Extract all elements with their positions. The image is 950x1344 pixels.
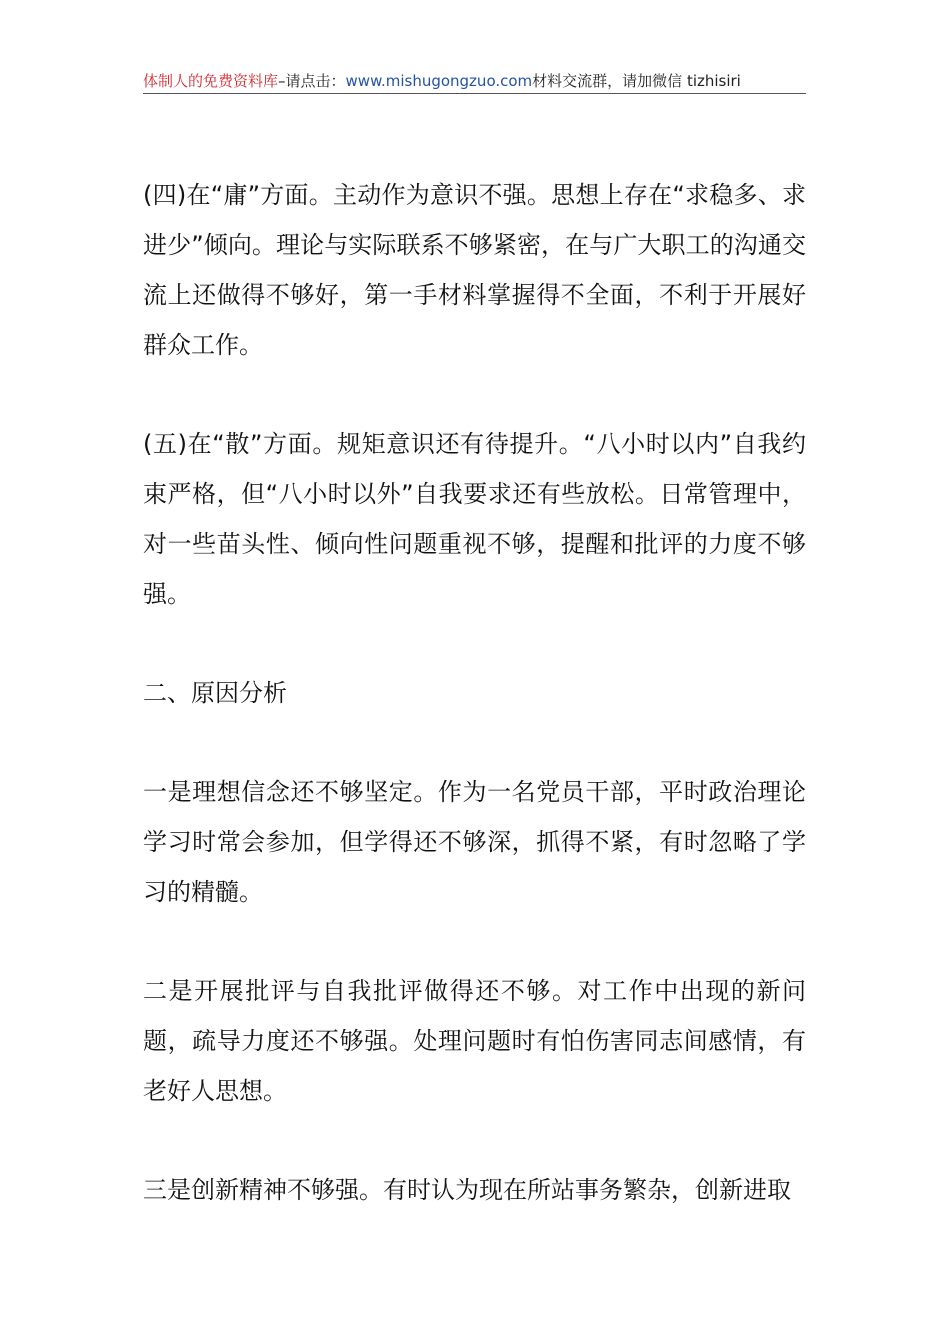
- paragraph-cause-one: 一是理想信念还不够坚定。作为一名党员干部，平时政治理论学习时常会参加，但学得还不够深，抓得不紧，有时忽略了学习的精髓。: [143, 778, 806, 906]
- header-prompt: –请点击：: [278, 72, 346, 90]
- paragraph-cause-three: 三是创新精神不够强。有时认为现在所站事务繁杂，创新进取: [143, 1176, 791, 1204]
- header-link[interactable]: www.mishugongzuo.com: [345, 72, 533, 90]
- document-body: [143, 170, 806, 1215]
- header-suffix: 材料交流群，请加微信 tizhisiri: [532, 72, 741, 90]
- page-header: [143, 70, 806, 92]
- paragraph-cause-two: 二是开展批评与自我批评做得还不够。对工作中出现的新问题，疏导力度还不够强。处理问题时有怕伤害同志间感情，有老好人思想。: [143, 977, 806, 1105]
- paragraph-four-mediocrity: (四)在“庸”方面。主动作为意识不强。思想上存在“求稳多、求进少”倾向。理论与实际联系不够紧密，在与广大职工的沟通交流上还做得不够好，第一手材料掌握得不全面，不利于开展好群众工作。: [143, 181, 806, 359]
- header-divider: [143, 93, 806, 94]
- section-heading-cause-analysis: 二、原因分析: [143, 679, 287, 707]
- header-brand: 体制人的免费资料库: [143, 72, 279, 90]
- paragraph-five-laxity: (五)在“散”方面。规矩意识还有待提升。“八小时以内”自我约束严格，但“八小时以外”自我要求还有些放松。日常管理中，对一些苗头性、倾向性问题重视不够，提醒和批评的力度不够强。: [143, 430, 806, 608]
